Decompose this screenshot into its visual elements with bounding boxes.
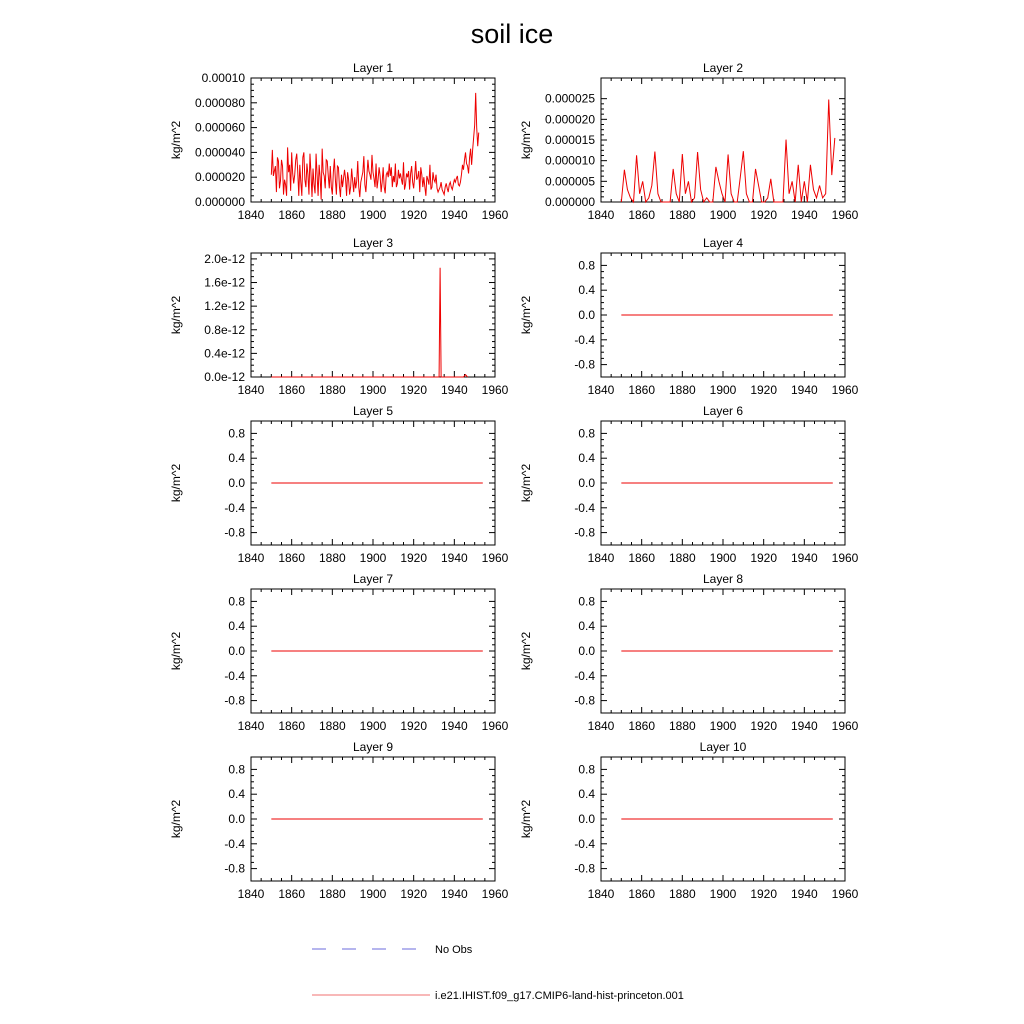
x-tick-label: 1960 [481,551,509,565]
series-line [271,268,467,377]
panel-layer-2 [519,61,859,222]
y-tick-label: -0.4 [574,836,595,851]
panel-title: Layer 2 [702,61,744,75]
x-tick-label: 1860 [628,719,656,733]
y-tick-label: 0.0 [228,644,245,658]
y-axis-label: kg/m^2 [169,799,183,839]
x-tick-label: 1960 [481,887,509,901]
y-tick-label: 0.4 [578,787,595,802]
x-tick-label: 1920 [750,208,778,222]
y-tick-label: 0.4 [578,451,595,466]
y-tick-label: 0.8e-12 [204,322,245,337]
y-tick-label: -0.4 [224,668,245,683]
x-tick-label: 1860 [278,208,306,222]
x-tick-label: 1920 [750,551,778,565]
y-tick-label: 0.8 [578,762,595,777]
x-tick-label: 1960 [831,383,859,397]
y-tick-label: 0.4 [228,787,245,802]
y-axis-label: kg/m^2 [169,295,183,335]
x-tick-label: 1880 [318,208,346,222]
x-tick-label: 1920 [750,887,778,901]
x-tick-label: 1920 [750,719,778,733]
x-tick-label: 1840 [587,887,615,901]
y-tick-label: 0.4 [228,451,245,466]
y-tick-label: 0.8 [578,258,595,273]
y-tick-label: 0.000040 [194,145,245,160]
series-line [621,99,835,202]
panel-layer-7 [169,572,509,733]
x-tick-label: 1920 [400,719,428,733]
x-tick-label: 1860 [278,383,306,397]
y-tick-label: -0.8 [574,357,595,372]
y-axis-label: kg/m^2 [519,120,533,160]
y-tick-label: 0.8 [578,594,595,609]
y-tick-label: 0.000020 [194,170,245,185]
x-tick-label: 1940 [790,719,818,733]
y-tick-label: -0.4 [224,836,245,851]
panel-layer-10 [519,740,859,901]
panel-title: Layer 1 [352,61,394,75]
y-axis-label: kg/m^2 [169,120,183,160]
y-tick-label: -0.8 [224,693,245,708]
x-tick-label: 1900 [709,383,737,397]
x-tick-label: 1900 [709,719,737,733]
x-tick-label: 1960 [481,383,509,397]
x-tick-label: 1960 [831,208,859,222]
y-tick-label: 0.8 [228,426,245,441]
figure-title: soil ice [470,19,554,49]
y-tick-label: 0.8 [228,594,245,609]
x-tick-label: 1920 [400,208,428,222]
y-tick-label: -0.8 [574,525,595,540]
x-tick-label: 1960 [831,719,859,733]
x-tick-label: 1940 [790,208,818,222]
y-tick-label: 0.4 [228,619,245,634]
x-tick-label: 1880 [318,383,346,397]
y-tick-label: 0.8 [578,426,595,441]
panel-title: Layer 10 [699,740,747,754]
x-tick-label: 1900 [709,208,737,222]
x-tick-label: 1940 [790,551,818,565]
panel-title: Layer 3 [352,236,394,250]
x-tick-label: 1920 [400,551,428,565]
x-tick-label: 1960 [481,719,509,733]
panel-grid [169,61,859,901]
x-tick-label: 1840 [237,551,265,565]
x-tick-label: 1880 [668,551,696,565]
x-tick-label: 1860 [628,208,656,222]
panel-title: Layer 7 [352,572,394,586]
x-tick-label: 1880 [318,551,346,565]
y-axis-label: kg/m^2 [169,631,183,671]
x-tick-label: 1960 [831,887,859,901]
plot-frame [251,253,495,377]
x-tick-label: 1940 [440,719,468,733]
y-tick-label: 0.000025 [544,91,595,106]
y-axis-label: kg/m^2 [519,631,533,671]
y-tick-label: 0.0 [578,476,595,490]
x-tick-label: 1900 [709,551,737,565]
y-tick-label: 0.000060 [194,120,245,135]
x-tick-label: 1960 [831,551,859,565]
y-axis-label: kg/m^2 [519,463,533,503]
y-tick-label: 0.00010 [201,71,245,85]
x-tick-label: 1840 [237,887,265,901]
y-tick-label: -0.4 [574,500,595,515]
legend [312,944,684,1002]
y-tick-label: 0.8 [228,762,245,777]
x-tick-label: 1880 [668,383,696,397]
x-tick-label: 1900 [359,887,387,901]
legend-label-no-obs: No Obs [435,944,473,956]
y-tick-label: 0.000005 [544,174,595,189]
y-tick-label: -0.8 [224,525,245,540]
panel-layer-4 [519,236,859,397]
y-axis-label: kg/m^2 [519,295,533,335]
x-tick-label: 1880 [318,719,346,733]
panel-title: Layer 8 [702,572,744,586]
y-tick-label: 0.000080 [194,95,245,110]
y-tick-label: 0.0 [578,644,595,658]
y-tick-label: 0.4 [578,283,595,298]
x-tick-label: 1880 [668,208,696,222]
y-tick-label: 1.2e-12 [204,299,245,314]
panel-layer-6 [519,404,859,565]
x-tick-label: 1920 [400,887,428,901]
y-tick-label: 0.000000 [194,195,245,209]
x-tick-label: 1840 [237,383,265,397]
x-tick-label: 1940 [790,383,818,397]
panel-title: Layer 6 [702,404,744,418]
x-tick-label: 1900 [359,383,387,397]
y-axis-label: kg/m^2 [169,463,183,503]
y-tick-label: 0.0 [578,812,595,826]
x-tick-label: 1860 [628,551,656,565]
y-tick-label: 0.000000 [544,195,595,209]
panel-layer-1 [169,61,509,222]
panel-layer-9 [169,740,509,901]
y-tick-label: 0.000010 [544,153,595,168]
x-tick-label: 1840 [587,383,615,397]
x-tick-label: 1880 [668,887,696,901]
x-tick-label: 1840 [237,719,265,733]
y-tick-label: -0.8 [574,693,595,708]
x-tick-label: 1920 [750,383,778,397]
x-tick-label: 1880 [668,719,696,733]
x-tick-label: 1860 [278,551,306,565]
y-tick-label: 1.6e-12 [204,275,245,290]
x-tick-label: 1860 [628,887,656,901]
x-tick-label: 1900 [359,551,387,565]
panel-title: Layer 9 [352,740,394,754]
panel-layer-3 [169,236,509,397]
y-tick-label: 0.0 [228,812,245,826]
x-tick-label: 1860 [628,383,656,397]
y-tick-label: 0.4 [578,619,595,634]
y-tick-label: -0.4 [224,500,245,515]
panel-title: Layer 5 [352,404,394,418]
x-tick-label: 1940 [440,383,468,397]
y-tick-label: 0.0 [578,308,595,322]
x-tick-label: 1840 [237,208,265,222]
panel-layer-8 [519,572,859,733]
y-tick-label: -0.8 [574,861,595,876]
x-tick-label: 1940 [440,208,468,222]
x-tick-label: 1900 [359,208,387,222]
panel-title: Layer 4 [702,236,744,250]
x-tick-label: 1880 [318,887,346,901]
y-tick-label: -0.4 [574,668,595,683]
y-tick-label: -0.4 [574,332,595,347]
y-tick-label: 0.000015 [544,133,595,147]
x-tick-label: 1840 [587,719,615,733]
x-tick-label: 1920 [400,383,428,397]
y-tick-label: 0.000020 [544,112,595,127]
x-tick-label: 1860 [278,719,306,733]
x-tick-label: 1940 [440,551,468,565]
x-tick-label: 1840 [587,551,615,565]
x-tick-label: 1940 [790,887,818,901]
x-tick-label: 1900 [709,887,737,901]
y-tick-label: 0.0e-12 [204,370,245,384]
legend-label-model: i.e21.IHIST.f09_g17.CMIP6-land-hist-princeton.001 [435,990,684,1002]
panel-layer-5 [169,404,509,565]
y-tick-label: 0.0 [228,476,245,490]
series-line [271,93,478,200]
x-tick-label: 1900 [359,719,387,733]
plot-frame [601,78,845,202]
y-tick-label: 2.0e-12 [204,251,245,266]
x-tick-label: 1940 [440,887,468,901]
x-tick-label: 1840 [587,208,615,222]
x-tick-label: 1860 [278,887,306,901]
y-tick-label: 0.4e-12 [204,346,245,361]
x-tick-label: 1960 [481,208,509,222]
y-tick-label: -0.8 [224,861,245,876]
y-axis-label: kg/m^2 [519,799,533,839]
